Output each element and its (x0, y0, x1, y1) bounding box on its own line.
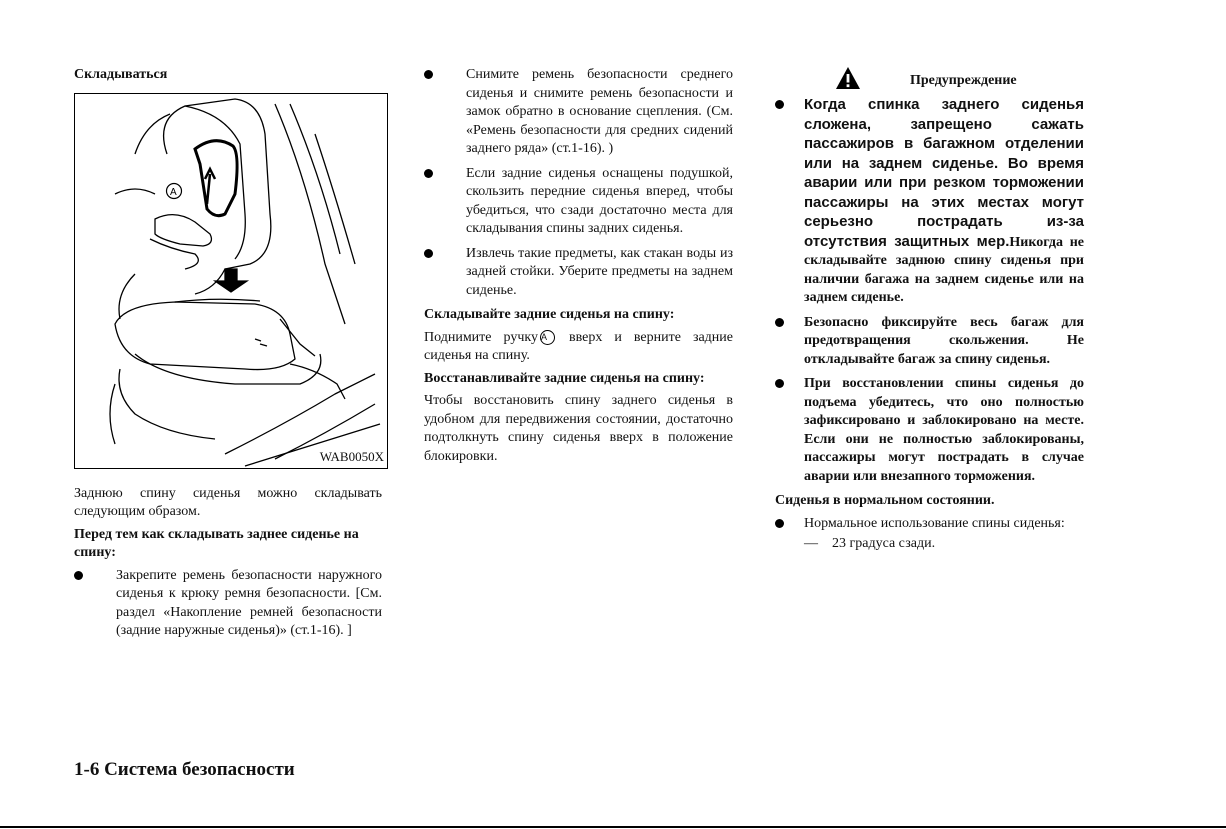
dash-item: — 23 градуса сзади. (804, 536, 936, 551)
bullet-icon (775, 318, 784, 327)
normal-state-heading: Сиденья в нормальном состоянии. (775, 493, 995, 508)
restore-seats-heading: Восстанавливайте задние сиденья на спину: (424, 370, 705, 386)
figure-code: WAB0050X (319, 448, 385, 467)
before-fold-heading: Перед тем как складывать заднее сиденье на спину: (74, 526, 359, 560)
fold-seats-heading: Складывайте задние сиденья на спину: (424, 307, 675, 322)
list-item: Извлечь такие предметы, как стакан воды из задней стойки. Уберите предметы на заднем сиденье. (424, 245, 733, 301)
bullet-icon (74, 571, 83, 580)
bullet-icon (775, 519, 784, 528)
bottom-divider (0, 826, 1226, 828)
list-item: Нормальное использование спины сиденья: — 23 градуса сзади. (775, 515, 1084, 554)
warning-header (775, 66, 1084, 94)
preparation-list (424, 66, 733, 300)
fold-seats-text: Поднимите ручку A вверх и верните задние сиденья на спину. (424, 329, 734, 363)
section-heading-fold: Складываться (74, 67, 168, 82)
bullet-icon (424, 169, 433, 178)
bullet-icon (424, 70, 433, 79)
column-right (775, 66, 1084, 560)
list-item: При восстановлении спины сиденья до подъема убедитесь, что оно полностью зафиксировано и заблокировано на месте. Если они не полностью заблокированы, пассажиры могут пострадать в случае аварии или внезапного торможения. (775, 375, 1084, 486)
warning-list (775, 96, 1084, 486)
warning-title: Предупреждение (910, 73, 1017, 88)
page-footer-label: 1-6 Система безопасности (74, 759, 295, 780)
before-fold-list (74, 567, 382, 641)
intro-text: Заднюю спину сиденья можно складывать следующим образом. (74, 485, 382, 519)
warning-triangle-icon (835, 66, 861, 90)
bullet-icon (775, 379, 784, 388)
restore-seats-text: Чтобы восстановить спину заднего сиденья в удобном для передвижения состоянии, достаточно подтолкнуть спину сиденья вверх в положение блокировки. (424, 393, 733, 464)
column-left (74, 66, 382, 647)
list-item: Когда спинка заднего сиденья сложена, запрещено сажать пассажиров в багажном отделении или на заднем сиденье. Во время аварии или при резком торможении пассажиры на этих местах могут серьезно пострадать из-за отсутствия защитных мер.Никогда не складывайте заднюю спину сиденья при наличии багажа на заднем сиденье или на заднем сиденье. (775, 96, 1084, 308)
list-item: Снимите ремень безопасности среднего сиденья и снимите ремень безопасности и замок обратно в основание сцепления. (См. «Ремень безопасности для средних сидений заднего ряда» (ст.1-16). ) (424, 66, 733, 159)
bullet-icon (424, 249, 433, 258)
list-item: Закрепите ремень безопасности наружного сиденья к крюку ремня безопасности. [См. раздел «Накопление ремней безопасности (задние наружные сиденья)» (ст.1-16). ] (74, 567, 382, 641)
seat-folding-illustration (74, 93, 388, 469)
normal-state-list (775, 515, 1084, 554)
handle-marker-icon: A (540, 330, 555, 345)
seat-diagram (75, 94, 386, 467)
figure-marker-a: A (170, 186, 177, 198)
list-item: Если задние сиденья оснащены подушкой, скользить передние сиденья вперед, чтобы убедиться, что сзади достаточно места для складывания спины задних сиденья. (424, 165, 733, 239)
list-item: Безопасно фиксируйте весь багаж для предотвращения скольжения. Не откладывайте багаж за спину сиденья. (775, 314, 1084, 370)
bullet-icon (775, 100, 784, 109)
column-middle (424, 66, 733, 470)
